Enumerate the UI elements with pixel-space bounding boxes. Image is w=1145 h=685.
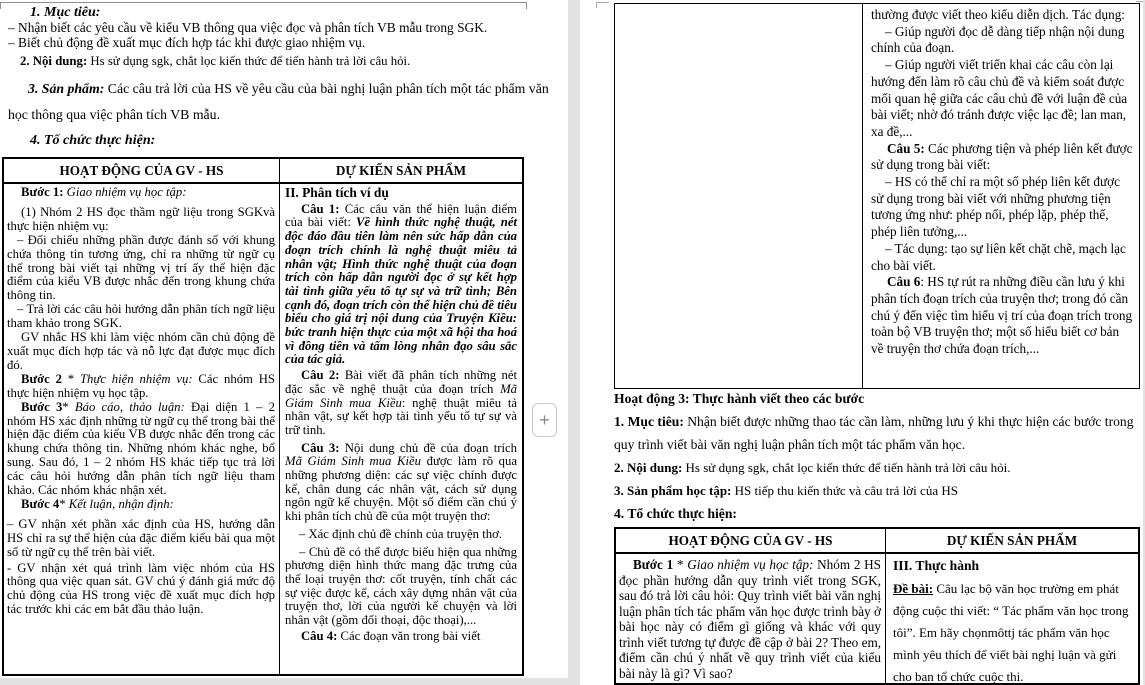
paragraph: – HS có thể chỉ ra một số phép liên kết được sử dụng trong bài viết với những phương tiện tương ứng như: phép nối, phép lặp, phép thế, phép liên tưởng,... xyxy=(871,174,1120,240)
page-left xyxy=(0,0,568,678)
cell-gv-hs xyxy=(616,554,886,684)
table-body-row xyxy=(616,554,1138,684)
paragraph: 1. Mục tiêu: Nhận biết được những thao tác cần làm, những lưu ý khi thực hiện các bước trong quy trình viết bài văn nghị luận phân tích một tác phẩm văn học. xyxy=(614,414,1134,452)
continuation-table-page2 xyxy=(614,3,1140,389)
activity-3-section xyxy=(614,391,1142,525)
header-gv-hs: HOẠT ĐỘNG CỦA GV - HS xyxy=(4,159,280,182)
lesson-table-page2 xyxy=(614,527,1140,685)
intro-heading-san-pham: 3. Sản phẩm: Các câu trả lời của HS về yêu cầu của bài nghị luận phân tích một tác phẩm văn học thông qua việc phân tích VB mẫu. xyxy=(8,81,549,122)
paragraph: – Biết chủ động đề xuất mục đích hợp tác khi được giao nhiệm vụ. xyxy=(8,35,366,50)
paragraph: Bước 2 * Thực hiện nhiệm vụ: Các nhóm HS thực hiện nhiệm vụ học tập. xyxy=(7,371,275,400)
table-header-row xyxy=(4,159,522,184)
paragraph: – Giúp người đọc dễ dàng tiếp nhận nội dung chính của đoạn. xyxy=(871,23,1125,56)
page-right xyxy=(580,0,1143,685)
table-remnant-tick-left xyxy=(0,2,1,9)
paragraph: Câu 6: HS tự rút ra những điều cần lưu ý khi phân tích đoạn trích của truyện thơ; trong đó cần chú ý đến việc tìm hiểu vị trí của đoạn trích trong toàn bộ VB truyện thơ; một số hiểu biết cơ bản về truyện thơ chứa đoạn trích,... xyxy=(871,274,1133,357)
page-edge-line xyxy=(1136,1,1143,2)
cell-gv-hs xyxy=(4,184,280,674)
activity-heading: Hoạt động 3: Thực hành viết theo các bước xyxy=(614,391,865,406)
table-remnant-tick xyxy=(596,2,597,8)
lesson-intro xyxy=(8,6,562,153)
paragraph: Câu 1: Các câu văn thể hiện luận điểm của bài viết: Về hình thức nghệ thuật, nét độc đáo đầu tiên làm nên sức hấp dẫn của đoạn trích chính là nghệ thuật miêu tả nhân vật; Hình thức nghệ thuật của đoạn trích còn hấp dẫn người đọc ở sự kết hợp tài tình giữa yếu tố tự sự và trữ tình; Bên cạnh đó, đoạn trích còn thể hiện chủ đề tiêu biểu cho giá trị nội dung của Truyện Kiều: bức tranh hiện thực của một xã hội tha hoá vì đồng tiền và tấm lòng nhân đạo sâu sắc của tác giả. xyxy=(285,201,517,367)
intro-heading-muc-tieu: 1. Mục tiêu: xyxy=(30,5,101,20)
paragraph: GV nhắc HS khi làm việc nhóm cần chủ động đề xuất mục đích hợp tác và nỗ lực đạt được mục đích đó. xyxy=(7,330,275,372)
paragraph: Câu 5: Các phương tiện và phép liên kết được sử dụng trong bài viết: xyxy=(871,140,1133,173)
section-heading: III. Thực hành xyxy=(893,558,980,573)
paragraph: Câu 2: Bài viết đã phân tích những nét đặc sắc về nghệ thuật của đoạn trích Mã Giám Sinh mua Kiều: nghệ thuật miêu tả nhân vật, sự kết hợp tài tình yếu tố tự sự và trữ tình. xyxy=(285,368,517,437)
paragraph: – Trả lời các câu hỏi hướng dẫn phân tích ngữ liệu tham khảo trong SGK. xyxy=(7,302,275,331)
cell-du-kien xyxy=(280,184,522,674)
cell-du-kien xyxy=(886,554,1138,684)
insert-plus-button[interactable] xyxy=(532,403,557,437)
paragraph: – Xác định chủ đề chính của truyện thơ. xyxy=(299,526,502,541)
table-remnant-line xyxy=(0,2,527,3)
paragraph: - GV nhận xét quá trình làm việc nhóm của HS thông qua việc quan sát. GV chú ý đánh giá mức độ chủ động của HS trong việc đề xuất mục đích hợp tác trước khi các em bắt đầu thảo luận. xyxy=(7,560,275,617)
paragraph: – Tác dụng: tạo sự liên kết chặt chẽ, mạch lạc cho bài viết. xyxy=(871,240,1126,273)
paragraph: Đề bài: Câu lạc bộ văn học trường em phát động cuộc thi viết: “ Tác phẩm văn học trong tôi”. Em hãy chọnmôttj tác phẩm văn học mình yêu thích để viết bài nghị luận và gửi cho ban tổ chức cuộc thi. xyxy=(893,581,1129,684)
paragraph: – GV nhận xét phần xác định của HS, hướng dẫn HS chỉ ra sự thể hiện của đặc điểm kiểu bài qua một số từ ngữ cụ thể trên bài viết. xyxy=(7,516,275,559)
paragraph: Câu 4: Các đoạn văn trong bài viết xyxy=(301,628,481,643)
paragraph: 4. Tổ chức thực hiện: xyxy=(614,506,737,521)
header-du-kien: DỰ KIẾN SẢN PHẨM xyxy=(946,533,1078,548)
paragraph: – Chủ đề có thể được biểu hiện qua những phương diện hình thức mang đặc trưng của thể loại truyện thơ: cốt truyện, tính chất các sự việc được kể, cách xây dựng nhân vật của truyện thơ, lời của người kể chuyện và lời nhân vật (gồm đối thoại, độc thoại),... xyxy=(285,544,517,628)
table-remnant-line xyxy=(596,2,609,3)
paragraph: – Giúp người viết triển khai các câu còn lại hướng đến làm rõ câu chủ đề và kiểm soát được mối quan hệ giữa các câu chủ đề với luận đề của bài viết; nhờ đó tránh được việc lạc đề; lan man, xa đề,... xyxy=(871,57,1128,139)
paragraph: 2. Nội dung: Hs sử dụng sgk, chắt lọc kiến thức để tiến hành trả lời câu hỏi. xyxy=(614,460,1011,475)
intro-heading-to-chuc: 4. Tổ chức thực hiện: xyxy=(30,133,156,148)
paragraph: Bước 1: Giao nhiệm vụ học tập: xyxy=(21,185,187,199)
cell-gv-hs-empty xyxy=(615,4,863,388)
header-du-kien: DỰ KIẾN SẢN PHẨM xyxy=(335,163,467,178)
cell-du-kien-continued xyxy=(863,4,1139,388)
intro-heading-noi-dung: 2. Nội dung: Hs sử dụng sgk, chắt lọc kiến thức để tiến hành trả lời câu hỏi. xyxy=(20,54,411,68)
paragraph: Bước 3* Báo cáo, thảo luận: Đại diện 1 – 2 nhóm HS xác định những từ ngữ cụ thể trong bài thể hiện đặc điểm của kiểu VB được nhắc đến trong các khung chứa thông tin. Những nhóm khác nghe, bổ sung. Sau đó, 1 – 2 nhóm HS khác tiếp tục trả lời các câu hỏi hướng dẫn phân tích ngữ liệu tham khảo. Các nhóm khác nhận xét. xyxy=(7,399,276,498)
plus-icon: + xyxy=(539,409,550,430)
paragraph: thường được viết theo kiểu diễn dịch. Tác dụng: xyxy=(871,7,1125,22)
paragraph: (1) Nhóm 2 HS đọc thầm ngữ liệu trong SGKvà thực hiện nhiệm vụ: xyxy=(7,204,275,233)
paragraph: – Nhận biết các yêu cầu về kiểu VB thông qua việc đọc và phân tích VB mẫu trong SGK. xyxy=(8,20,488,35)
header-gv-hs: HOẠT ĐỘNG CỦA GV - HS xyxy=(616,529,886,552)
paragraph: Bước 4* Kết luận, nhận định: xyxy=(21,496,174,511)
paragraph: – Đối chiếu những phần được đánh số với khung chứa thông tin tương ứng, chỉ ra những từ ngữ cụ thể trong bài viết tại những vị trí ấy thể hiện đặc điểm của kiểu VB được nhắc đến trong khung chứa thông tin. xyxy=(7,232,275,303)
paragraph: 3. Sản phẩm học tập: HS tiếp thu kiến thức và câu trả lời của HS xyxy=(614,483,958,498)
table-header-row xyxy=(616,529,1138,554)
table-body-row xyxy=(4,184,522,674)
lesson-table-page1 xyxy=(2,157,524,676)
paragraph: Câu 3: Nội dung chủ đề của đoạn trích Mã Giám Sinh mua Kiều được làm rõ qua những phương diện: các sự việc chính được kể, chân dung các nhân vật, cách sử dụng ngôn ngữ kể chuyện. Một số điểm cần chú ý khi phân tích chủ đề của một truyện thơ: xyxy=(285,440,517,524)
paragraph: Bước 1 * Giao nhiệm vụ học tập: Nhóm 2 HS đọc phần hướng dẫn quy trình viết trong SGK, sau đó trả lời câu hỏi: Quy trình viết bài văn nghị luận phân tích tác phẩm văn học được trình bày ở bài học này có điểm gì giống và khác với quy trình viết tương tự được đề cập ở bài 2? Theo em, điểm cần chú ý nhất về quy trình viết của kiểu bài này là gì? Vì sao? xyxy=(619,557,881,681)
section-heading: II. Phân tích ví dụ xyxy=(285,185,389,200)
